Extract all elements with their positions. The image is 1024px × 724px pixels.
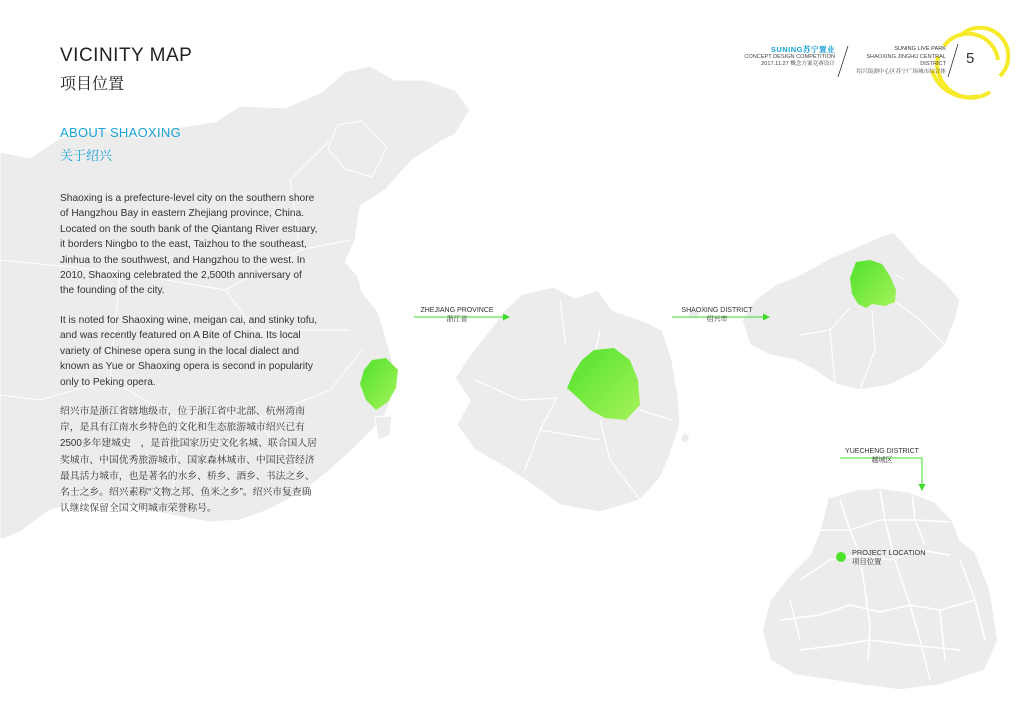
project-location-label	[852, 548, 926, 566]
callout-label: YUECHENG DISTRICT	[845, 448, 919, 455]
section-heading-chinese: 关于绍兴	[60, 148, 113, 163]
header-meta-left	[735, 46, 835, 69]
callout-label-chinese: 项目位置	[852, 557, 882, 566]
callout-label-chinese: 浙江省	[446, 316, 468, 323]
page-number: 5	[966, 50, 975, 67]
page-title-chinese: 项目位置	[60, 76, 125, 93]
callout-label-chinese: 绍兴市	[706, 316, 728, 323]
callout-shaoxing	[672, 306, 762, 324]
header-meta-line: 绍兴镜湖中心区苏宁广场城市综合体	[856, 68, 946, 75]
callout-label: PROJECT LOCATION	[852, 548, 926, 557]
callout-label-chinese: 越城区	[871, 457, 893, 464]
header-meta-line: SHAOXING JINGHU CENTRAL DISTRICT	[866, 53, 946, 67]
callout-zhejiang	[414, 306, 500, 324]
project-location-marker	[836, 552, 846, 562]
header-meta-right	[842, 46, 946, 76]
paragraph-culture: It is noted for Shaoxing wine, meigan cai, and stinky tofu, and was recently featured on A Bite of China. Its local variety of Chinese opera sung in the local dialect and known as Yue or Shaoxing opera is second in popularity only to Peking opera.	[60, 315, 318, 388]
callout-label: ZHEJIANG PROVINCE	[420, 307, 494, 314]
paragraph-overview: Shaoxing is a prefecture-level city on the southern shore of Hangzhou Bay in eastern Zhejiang province, China. Located on the south bank of the Qiantang River estuary, it borders Ningbo to the east, Taizhou to the southeast, Jinhua to the southwest, and Hangzhou to the west. In 2010, Shaoxing celebrated the 2,500th anniversary of the founding of the city.	[60, 193, 318, 297]
header-meta-line: SUNING LIVE PARK	[894, 46, 946, 52]
section-heading: ABOUT SHAOXING	[60, 125, 181, 140]
page-title: VICINITY MAP	[60, 45, 193, 66]
callout-label: SHAOXING DISTRICT	[681, 307, 753, 314]
header-meta-line: 2017.11.27 概念方案竞赛设计	[761, 61, 835, 67]
paragraph-chinese: 绍兴市是浙江省辖地级市，位于浙江省中北部、杭州湾南岸，是具有江南水乡特色的文化和生态旅游城市绍兴已有2500多年建城史 ，是首批国家历史文化名城、联合国人居奖城市、中国优秀旅游城市、国家森林城市、中国民营经济最具活力城市，也是著名的水乡、桥乡、酒乡、书法之乡、名士之乡。绍兴素称“文物之邦、鱼米之乡”。绍兴市复查确认继续保留全国文明城市荣誉称号。	[60, 406, 317, 515]
yuecheng-map	[762, 488, 998, 690]
callout-yuecheng	[836, 447, 928, 465]
shaoxing-map	[742, 232, 960, 390]
arrow-down-icon	[919, 484, 926, 491]
brand-logo: SUNING苏宁置业	[770, 45, 835, 54]
header-meta-line: CONCEPT DESIGN COMPETITION	[744, 53, 835, 60]
